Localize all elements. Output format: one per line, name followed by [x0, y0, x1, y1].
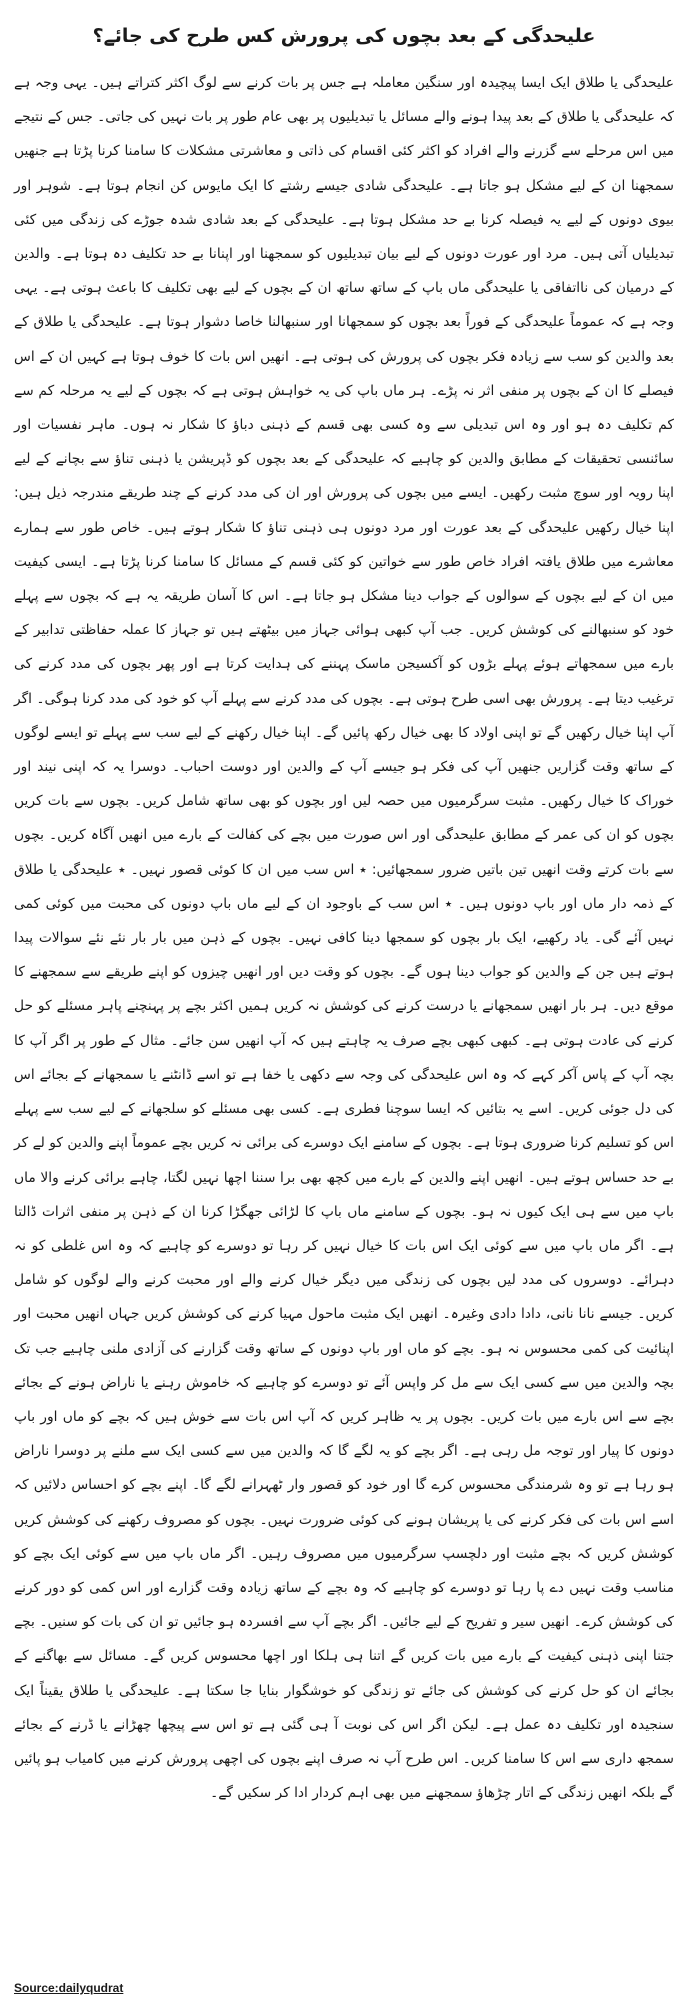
article-title: علیحدگی کے بعد بچوں کی پرورش کس طرح کی جائے؟: [92, 25, 596, 47]
source-credit: Source:dailyqudrat: [14, 1981, 124, 1995]
article-body: علیحدگی یا طلاق ایک ایسا پیچیدہ اور سنگین معاملہ ہے جس پر بات کرنے سے لوگ اکثر کتراتے ہیں۔ یہی وجہ ہے کہ علیحدگی یا طلاق کے بعد پیدا ہونے والے مسائل یا تبدیلیوں پر بھی عام طور پر بات نہیں کی جاتی۔ جس کے نتیجے میں اس مرحلے سے گزرنے والے افراد کو اکثر کئی اقسام کی ذاتی و معاشرتی مشکلات کا سامنا کرنا پڑتا ہے جنھیں سمجھنا ان کے لیے مشکل ہو جاتا ہے۔ علیحدگی شادی جیسے رشتے کا ایک مایوس کن انجام ہوتا ہے۔ شوہر اور بیوی دونوں کے لیے یہ فیصلہ کرنا بے حد مشکل ہوتا ہے۔ علیحدگی کے بعد شادی شدہ جوڑے کی زندگی میں کئی تبدیلیاں آتی ہیں۔ مرد اور عورت دونوں کے لیے بیان تبدیلیوں کو سمجھنا اور اپنانا بے حد تکلیف دہ ہوتا ہے۔ والدین کے درمیان کی نااتفاقی یا علیحدگی ماں باپ کے ساتھ ساتھ ان کے بچوں کے لیے بھی تکلیف کا باعث ہوتی ہے۔ یہی وجہ ہے کہ عموماً علیحدگی کے فوراً بعد بچوں کو سمجھانا اور سنبھالنا خاصا دشوار ہوتا ہے۔ علیحدگی یا طلاق کے بعد والدین کو سب سے زیادہ فکر بچوں کی پرورش کی ہوتی ہے۔ انھیں اس بات کا خوف ہوتا ہے کہیں ان کے اس فیصلے کا ان کے بچوں پر منفی اثر نہ پڑے۔ ہر ماں باپ کی یہ خواہش ہوتی ہے کہ بچوں کے لیے یہ مرحلہ کم سے کم تکلیف دہ ہو اور وہ اس تبدیلی سے وہ کسی بھی قسم کے ذہنی دباؤ کا شکار نہ ہوں۔ ماہر نفسیات اور سائنسی تحقیقات کے مطابق والدین کو چاہیے کہ علیحدگی کے بعد بچوں کو ڈپریشن یا ذہنی تناؤ سے بچانے کے لیے اپنا رویہ اور سوچ مثبت رکھیں۔ ایسے میں بچوں کی پرورش اور ان کی مدد کرنے کے چند طریقے مندرجہ ذیل ہیں: اپنا خیال رکھیں علیحدگی کے بعد عورت اور مرد دونوں ہی ذہنی تناؤ کا شکار ہوتے ہیں۔ خاص طور سے ہمارے معاشرے میں طلاق یافتہ افراد خاص طور سے خواتین کو کئی قسم کے مسائل کا سامنا کرنا پڑتا ہے۔ ایسی کیفیت میں ان کے لیے بچوں کے سوالوں کے جواب دینا مشکل ہو جاتا ہے۔ اس کا آسان طریقہ یہ ہے کہ بچوں سے پہلے خود کو سنبھالنے کی کوشش کریں۔ جب آپ کبھی ہوائی جہاز میں بیٹھتے ہیں تو جہاز کا عملہ حفاظتی تدابیر کے بارے میں سمجھاتے ہوئے پہلے بڑوں کو آکسیجن ماسک پہننے کی ہدایت کرتا ہے اور پھر بچوں کی مدد کرنے کی ترغیب دیتا ہے۔ پرورش بھی اسی طرح ہوتی ہے۔ بچوں کی مدد کرنے سے پہلے آپ کو خود کی مدد کرنا ہوگی۔ اگر آپ اپنا خیال رکھیں گے تو اپنی اولاد کا بھی خیال رکھ پائیں گے۔ اپنا خیال رکھنے کے لیے سب سے پہلے تو ایسے لوگوں کے ساتھ وقت گزاریں جنھیں آپ کی فکر ہو جیسے آپ کے والدین اور دوست احباب۔ دوسرا یہ کہ اپنی نیند اور خوراک کا خیال رکھیں۔ مثبت سرگرمیوں میں حصہ لیں اور بچوں کو بھی ساتھ شامل کریں۔ بچوں سے بات کریں بچوں کو ان کی عمر کے مطابق علیحدگی اور اس صورت میں بچے کی کفالت کے بارے میں انھیں آگاہ کریں۔ بچوں سے بات کرتے وقت انھیں تین باتیں ضرور سمجھائیں: ٭ اس سب میں ان کا کوئی قصور نہیں۔ ٭ علیحدگی یا طلاق کے ذمہ دار ماں اور باپ دونوں ہیں۔ ٭ اس سب کے باوجود ان کے لیے ماں باپ دونوں کی محبت میں کوئی کمی نہیں آئے گی۔ یاد رکھیے، ایک بار بچوں کو سمجھا دینا کافی نہیں۔ بچوں کے ذہن میں بار بار نئے نئے سوالات پیدا ہوتے ہیں جن کے والدین کو جواب دینا ہوں گے۔ بچوں کو وقت دیں اور انھیں چیزوں کو اپنے طریقے سے سمجھنے کا موقع دیں۔ ہر بار انھیں سمجھانے یا درست کرنے کی کوشش نہ کریں ہمیں اکثر بچے پر پہنچنے پاہر مسئلے کو حل کرنے کی عادت ہوتی ہے۔ کبھی کبھی بچے صرف یہ چاہتے ہیں کہ آپ انھیں سن جائے۔ مثال کے طور پر اگر آپ کا بچہ آپ کے پاس آکر کہے کہ وہ اس علیحدگی کی وجہ سے دکھی یا خفا ہے تو اسے ڈانٹنے یا سمجھانے کے بجائے اس کی دل جوئی کریں۔ اسے یہ بتائیں کہ ایسا سوچنا فطری ہے۔ کسی بھی مسئلے کو سلجھانے کے لیے سب سے پہلے اس کو تسلیم کرنا ضروری ہوتا ہے۔ بچوں کے سامنے ایک دوسرے کی برائی نہ کریں بچے عموماً اپنے والدین کو لے کر بے حد حساس ہوتے ہیں۔ انھیں اپنے والدین کے بارے میں کچھ بھی برا سننا اچھا نہیں لگتا، چاہے برائی کرنے والا ماں باپ میں سے ہی ایک کیوں نہ ہو۔ بچوں کے سامنے ماں باپ کا لڑائی جھگڑا کرنا ان کے ذہن پر منفی اثرات ڈالتا ہے۔ اگر ماں باپ میں سے کوئی ایک اس بات کا خیال نہیں کر رہا تو دوسرے کو چاہیے کہ وہ اس غلطی کو نہ دہرائے۔ دوسروں کی مدد لیں بچوں کی زندگی میں دیگر خیال کرنے والے اور محبت کرنے والے لوگوں کو شامل کریں۔ جیسے نانا نانی، دادا دادی وغیرہ۔ انھیں ایک مثبت ماحول مہیا کرنے کی کوشش کریں جہاں انھیں محبت اور اپنائیت کی کمی محسوس نہ ہو۔ بچے کو ماں اور باپ دونوں کے ساتھ وقت گزارنے کی آزادی ملنی چاہیے جب تک بچہ والدین میں سے کسی ایک سے مل کر واپس آئے تو دوسرے کو چاہیے کہ خاموش رہنے یا ناراض ہونے کے بجائے بچے سے اس بارے میں بات کریں۔ بچوں پر یہ ظاہر کریں کہ آپ اس بات سے خوش ہیں کہ بچے کو ماں اور باپ دونوں کا پیار اور توجہ مل رہی ہے۔ اگر بچے کو یہ لگے گا کہ والدین میں سے کسی ایک سے ملنے پر دوسرا ناراض ہو رہا ہے تو وہ شرمندگی محسوس کرے گا اور خود کو قصور وار ٹھہرانے لگے گا۔ اپنے بچے کو احساس دلائیں کہ اسے اس بات کی فکر کرنے کی یا پریشان ہونے کی کوئی ضرورت نہیں۔ بچوں کو مصروف رکھنے کی کوشش کریں کوشش کریں کہ بچے مثبت اور دلچسپ سرگرمیوں میں مصروف رہیں۔ اگر ماں باپ میں سے کوئی ایک بچے کو مناسب وقت نہیں دے پا رہا تو دوسرے کو چاہیے کہ وہ بچے کے ساتھ زیادہ وقت گزارے اور اس کمی کو دور کرنے کی کوشش کرے۔ انھیں سیر و تفریح کے لیے جائیں۔ اگر بچے آپ سے افسردہ ہو جائیں تو ان کی بات کو سنیں۔ بچے جتنا اپنی ذہنی کیفیت کے بارے میں بات کریں گے اتنا ہی ہلکا اور اچھا محسوس کریں گے۔ مسائل سے بھاگنے کے بجائے ان کو حل کرنے کی کوشش کی جائے تو زندگی کو خوشگوار بنایا جا سکتا ہے۔ علیحدگی یا طلاق یقیناً ایک سنجیدہ اور تکلیف دہ عمل ہے۔ لیکن اگر اس کی نوبت آ ہی گئی ہے تو اس سے پیچھا چھڑانے یا ڈرنے کے بجائے سمجھ داری سے اس کا سامنا کریں۔ اس طرح آپ نہ صرف اپنے بچوں کی اچھی پرورش کرنے میں کامیاب ہو پائیں گے بلکہ انھیں زندگی کے اتار چڑھاؤ سمجھنے میں بھی اہم کردار ادا کر سکیں گے۔: [14, 75, 674, 1802]
